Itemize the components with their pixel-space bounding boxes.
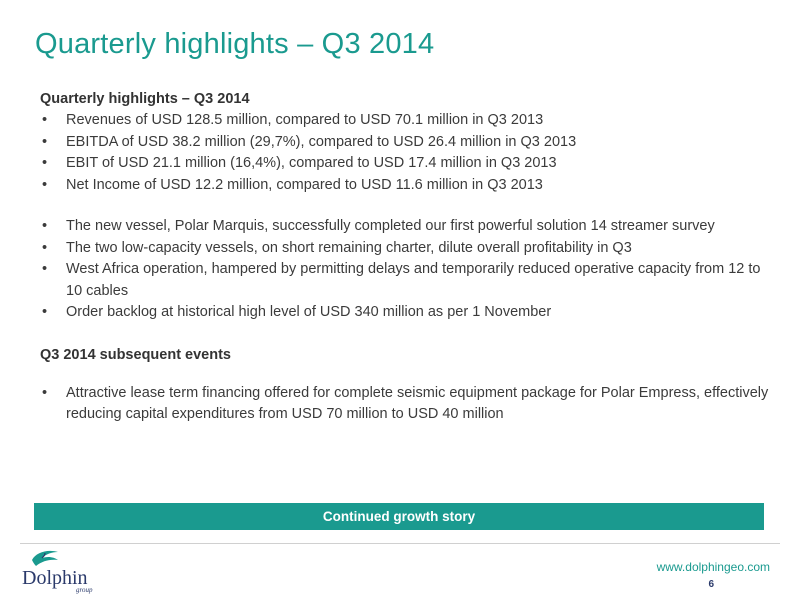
operations-bullets xyxy=(40,216,770,324)
slide-content xyxy=(40,88,770,426)
list-item: • The new vessel, Polar Marquis, successfully completed our first powerful solution 14 streamer survey xyxy=(40,216,770,238)
financial-bullets xyxy=(40,110,770,196)
list-item: • Net Income of USD 12.2 million, compared to USD 11.6 million in Q3 2013 xyxy=(40,175,770,197)
list-item: • West Africa operation, hampered by permitting delays and temporarily reduced operative capacity from 12 to 10 cables xyxy=(40,259,770,302)
footer-divider xyxy=(20,543,780,544)
subsequent-events-heading: Q3 2014 subsequent events xyxy=(40,346,231,363)
page-number: 6 xyxy=(708,579,714,590)
spacer xyxy=(40,366,770,383)
dolphin-logo-icon xyxy=(18,546,128,594)
subsequent-bullets xyxy=(40,383,770,426)
list-item: • The two low-capacity vessels, on short remaining charter, dilute overall profitability in Q3 xyxy=(40,238,770,260)
growth-banner: Continued growth story xyxy=(34,503,764,530)
logo-tagline: group xyxy=(76,586,93,594)
list-item: • EBIT of USD 21.1 million (16,4%), compared to USD 17.4 million in Q3 2013 xyxy=(40,153,770,175)
spacer xyxy=(40,324,770,344)
list-item: • EBITDA of USD 38.2 million (29,7%), compared to USD 26.4 million in Q3 2013 xyxy=(40,132,770,154)
highlights-heading: Quarterly highlights – Q3 2014 xyxy=(40,91,250,107)
list-item: • Attractive lease term financing offered for complete seismic equipment package for Polar Empress, effectively reducing capital expenditures from USD 70 million to USD 40 million xyxy=(40,383,770,426)
slide-title: Quarterly highlights – Q3 2014 xyxy=(35,28,435,60)
logo-wordmark: Dolphin xyxy=(22,567,88,589)
company-logo xyxy=(18,546,128,594)
list-item: • Order backlog at historical high level of USD 340 million as per 1 November xyxy=(40,302,770,324)
website-link[interactable]: www.dolphingeo.com xyxy=(656,560,770,574)
list-item: • Revenues of USD 128.5 million, compared to USD 70.1 million in Q3 2013 xyxy=(40,110,770,132)
spacer xyxy=(40,196,770,216)
